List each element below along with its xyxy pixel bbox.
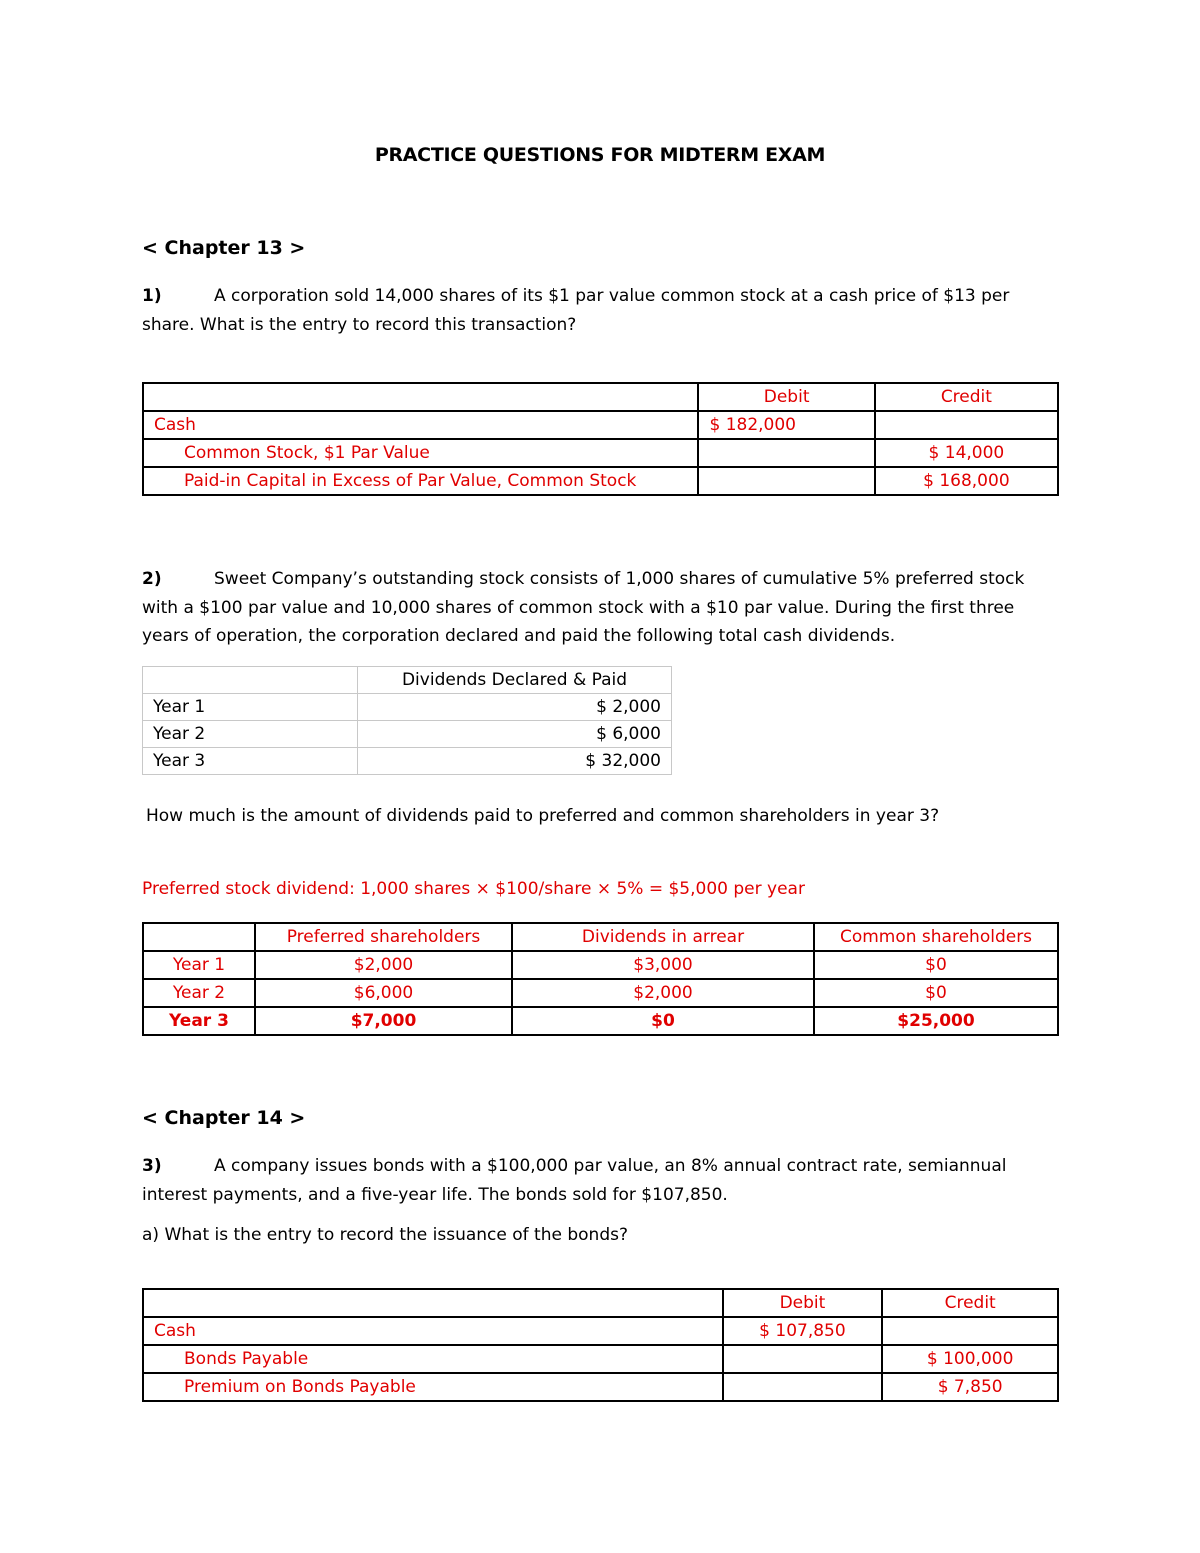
- table-header-row: [143, 383, 1058, 411]
- account-cell: Cash: [143, 411, 698, 439]
- question-3-line-1: A company issues bonds with a $100,000 par value, an 8% annual contract rate, semiannual: [214, 1156, 1007, 1176]
- page-title: PRACTICE QUESTIONS FOR MIDTERM EXAM: [374, 144, 826, 166]
- year-cell: Year 3: [143, 1007, 255, 1035]
- question-2-line-2: with a $100 par value and 10,000 shares of common stock with a $10 par value. During the first three: [142, 597, 1015, 618]
- common-cell: $25,000: [814, 1007, 1058, 1035]
- arrear-cell: $0: [512, 1007, 814, 1035]
- table-header-row: [143, 667, 672, 694]
- year-cell: Year 3: [143, 748, 358, 775]
- table-header-row: [143, 1289, 1058, 1317]
- year-cell: Year 2: [143, 721, 358, 748]
- dividends-header: Dividends Declared & Paid: [358, 667, 672, 694]
- year-cell: Year 1: [143, 694, 358, 721]
- debit-header: Debit: [698, 383, 874, 411]
- question-2-line-1: Sweet Company’s outstanding stock consists of 1,000 shares of cumulative 5% preferred stock: [214, 569, 1025, 589]
- journal-entry-table-1: [142, 382, 1059, 496]
- amount-cell: $ 2,000: [358, 694, 672, 721]
- table-row: [143, 1345, 1058, 1373]
- question-3-number: 3): [142, 1156, 162, 1176]
- answer-note: Preferred stock dividend: 1,000 shares × $100/share × 5% = $5,000 per year: [142, 879, 805, 899]
- question-3-part-a: a) What is the entry to record the issuance of the bonds?: [142, 1225, 628, 1245]
- debit-cell: $ 182,000: [698, 411, 874, 439]
- common-header: Common shareholders: [814, 923, 1058, 951]
- question-1-number: 1): [142, 286, 162, 306]
- debit-cell: [723, 1373, 883, 1401]
- debit-cell: [698, 467, 874, 495]
- chapter-14-heading: < Chapter 14 >: [142, 1107, 306, 1129]
- credit-cell: [875, 411, 1058, 439]
- question-1-line-1: A corporation sold 14,000 shares of its $1 par value common stock at a cash price of $13 per: [214, 286, 1010, 306]
- dividends-table: [142, 666, 672, 775]
- debit-header: Debit: [723, 1289, 883, 1317]
- question-3-line-2: interest payments, and a five-year life. The bonds sold for $107,850.: [142, 1184, 728, 1205]
- year-header-cell: [143, 667, 358, 694]
- preferred-cell: $6,000: [255, 979, 512, 1007]
- amount-cell: $ 32,000: [358, 748, 672, 775]
- chapter-13-heading: < Chapter 13 >: [142, 237, 306, 259]
- account-header-cell: [143, 383, 698, 411]
- question-1: [142, 282, 1072, 339]
- credit-header: Credit: [875, 383, 1058, 411]
- account-cell: Common Stock, $1 Par Value: [143, 439, 698, 467]
- table-row: [143, 979, 1058, 1007]
- arrear-header: Dividends in arrear: [512, 923, 814, 951]
- question-2-line-3: years of operation, the corporation declared and paid the following total cash dividends.: [142, 626, 896, 646]
- table-row: [143, 748, 672, 775]
- year-header-cell: [143, 923, 255, 951]
- credit-header: Credit: [882, 1289, 1058, 1317]
- journal-entry-table-3: [142, 1288, 1059, 1402]
- table-header-row: [143, 923, 1058, 951]
- debit-cell: [723, 1345, 883, 1373]
- year-cell: Year 2: [143, 979, 255, 1007]
- arrear-cell: $3,000: [512, 951, 814, 979]
- debit-cell: [698, 439, 874, 467]
- question-2-number: 2): [142, 569, 162, 589]
- question-3: [142, 1152, 1072, 1209]
- common-cell: $0: [814, 951, 1058, 979]
- credit-cell: $ 168,000: [875, 467, 1058, 495]
- account-cell: Premium on Bonds Payable: [143, 1373, 723, 1401]
- preferred-cell: $2,000: [255, 951, 512, 979]
- preferred-header: Preferred shareholders: [255, 923, 512, 951]
- year-cell: Year 1: [143, 951, 255, 979]
- table-row: [143, 721, 672, 748]
- credit-cell: $ 7,850: [882, 1373, 1058, 1401]
- common-cell: $0: [814, 979, 1058, 1007]
- table-row: [143, 467, 1058, 495]
- preferred-cell: $7,000: [255, 1007, 512, 1035]
- question-2-prompt: How much is the amount of dividends paid to preferred and common shareholders in year 3?: [146, 806, 940, 826]
- table-row: [143, 694, 672, 721]
- dividend-answer-table: [142, 922, 1059, 1036]
- amount-cell: $ 6,000: [358, 721, 672, 748]
- table-row: [143, 951, 1058, 979]
- question-2: [142, 565, 1082, 651]
- debit-cell: $ 107,850: [723, 1317, 883, 1345]
- table-row: [143, 1317, 1058, 1345]
- credit-cell: [882, 1317, 1058, 1345]
- question-1-line-2: share. What is the entry to record this transaction?: [142, 314, 577, 335]
- account-cell: Cash: [143, 1317, 723, 1345]
- account-cell: Bonds Payable: [143, 1345, 723, 1373]
- credit-cell: $ 100,000: [882, 1345, 1058, 1373]
- table-row: [143, 439, 1058, 467]
- account-cell: Paid-in Capital in Excess of Par Value, Common Stock: [143, 467, 698, 495]
- table-row: [143, 411, 1058, 439]
- table-row: [143, 1373, 1058, 1401]
- table-row: [143, 1007, 1058, 1035]
- credit-cell: $ 14,000: [875, 439, 1058, 467]
- account-header-cell: [143, 1289, 723, 1317]
- arrear-cell: $2,000: [512, 979, 814, 1007]
